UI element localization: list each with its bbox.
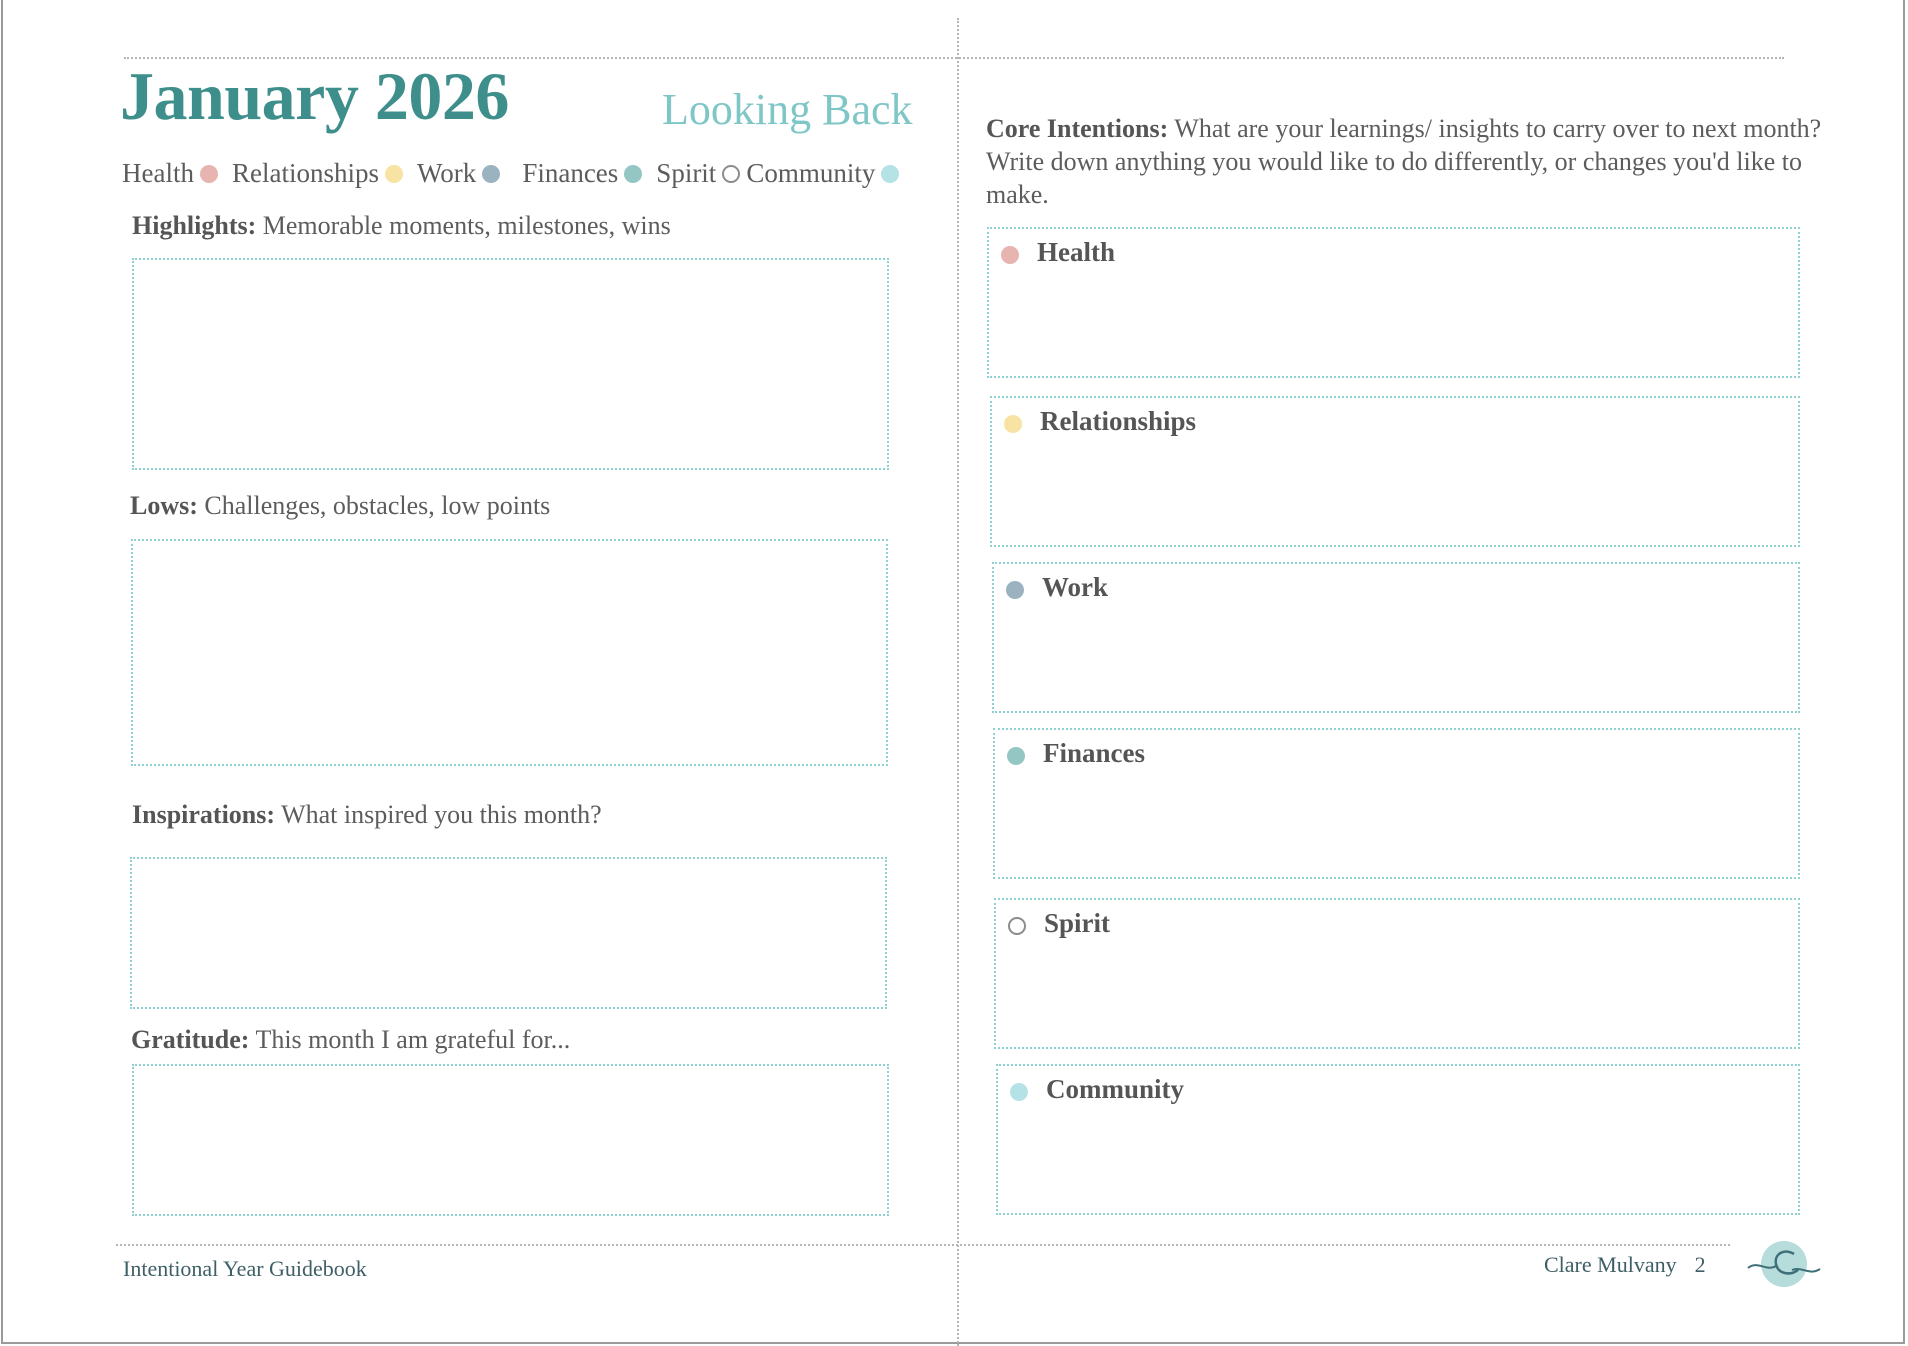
health-box[interactable] (987, 227, 1800, 378)
legend-item-work (417, 158, 522, 189)
category-label: Relationships (1040, 406, 1197, 436)
relationships-dot-icon (1004, 415, 1022, 433)
guidebook-name: Intentional Year Guidebook (123, 1256, 367, 1281)
lows-label: Lows: Challenges, obstacles, low points (130, 491, 551, 520)
legend-item-spirit (656, 158, 746, 189)
work-heading (1006, 572, 1108, 603)
category-label: Work (1042, 572, 1109, 602)
core-intentions-text: Core Intentions: What are your learnings/ insights to carry over to next month? Write down anything you would like to do differently, or changes you'd like to make. (986, 114, 1822, 209)
legend-label: Finances (522, 158, 619, 188)
footer-author-page (1544, 1252, 1706, 1278)
legend-item-community (746, 158, 913, 189)
gratitude-box[interactable] (132, 1064, 889, 1216)
community-dot-icon (881, 165, 899, 183)
highlights-box[interactable] (132, 258, 889, 470)
legend-item-relationships (232, 158, 417, 189)
legend-label: Community (746, 158, 876, 188)
category-legend (122, 158, 913, 189)
legend-label: Work (416, 158, 477, 188)
center-spine (957, 18, 959, 1346)
inspirations-box[interactable] (130, 857, 887, 1009)
author-name: Clare Mulvany (1544, 1252, 1677, 1277)
spirit-heading (1008, 908, 1110, 939)
legend-label: Relationships (231, 158, 379, 188)
bottom-divider (116, 1244, 1730, 1246)
spirit-dot-icon (1008, 917, 1026, 935)
health-heading (1001, 237, 1115, 268)
inspirations-label: Inspirations: What inspired you this month? (132, 800, 602, 829)
finances-dot-icon (1007, 747, 1025, 765)
legend-item-health (122, 158, 232, 189)
page-number: 2 (1694, 1252, 1706, 1277)
category-label: Health (1037, 237, 1115, 267)
category-label: Finances (1043, 738, 1146, 768)
relationships-box[interactable] (990, 396, 1800, 547)
relationships-dot-icon (385, 165, 403, 183)
health-dot-icon (200, 165, 218, 183)
work-dot-icon (482, 165, 500, 183)
legend-label: Health (122, 158, 194, 188)
legend-label: Spirit (656, 158, 717, 188)
finances-box[interactable] (993, 728, 1800, 879)
category-label: Community (1046, 1074, 1185, 1104)
health-dot-icon (1001, 246, 1019, 264)
community-dot-icon (1010, 1083, 1028, 1101)
lows-box[interactable] (131, 539, 888, 766)
spirit-box[interactable] (994, 898, 1800, 1049)
highlights-label: Highlights: Memorable moments, milestones, wins (132, 211, 671, 240)
community-heading (1010, 1074, 1184, 1105)
finances-dot-icon (624, 165, 642, 183)
community-box[interactable] (996, 1064, 1800, 1215)
spirit-dot-icon (722, 165, 740, 183)
gratitude-label: Gratitude: This month I am grateful for... (131, 1025, 571, 1054)
page-title: January 2026 (120, 58, 509, 134)
finances-heading (1007, 738, 1145, 769)
work-box[interactable] (992, 562, 1800, 713)
category-label: Spirit (1044, 908, 1111, 938)
work-dot-icon (1006, 581, 1024, 599)
legend-item-finances (522, 158, 656, 189)
wave-c-logo-icon (1744, 1236, 1824, 1292)
page-subtitle: Looking Back (662, 85, 913, 134)
relationships-heading (1004, 406, 1196, 437)
